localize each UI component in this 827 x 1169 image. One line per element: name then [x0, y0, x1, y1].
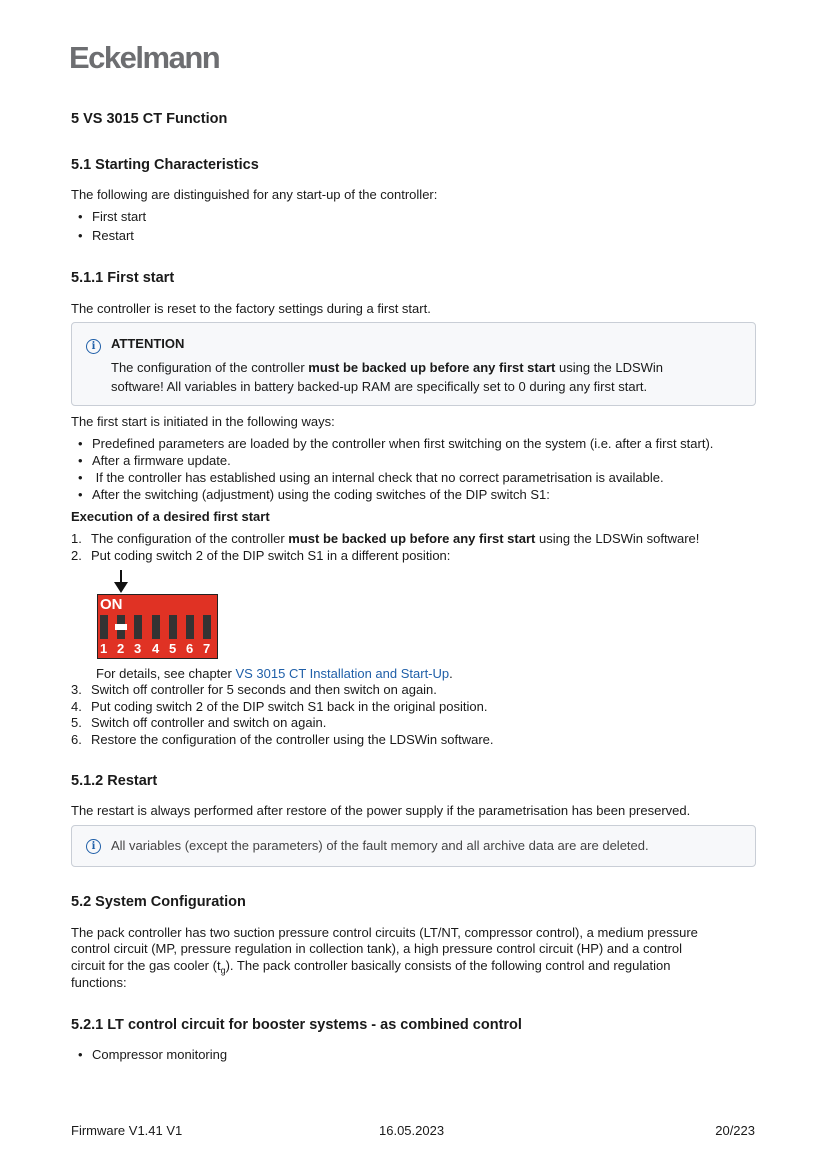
attention-text: The configuration of the controller must be backed up before any first start using the LDSWin	[111, 360, 664, 375]
dip-number: 5	[169, 641, 177, 656]
dip-number: 6	[186, 641, 194, 656]
chapter-link[interactable]: VS 3015 CT Installation and Start-Up	[235, 666, 450, 681]
list-item: • First start	[78, 209, 147, 224]
step-item: 5. Switch off controller and switch on again.	[71, 715, 327, 730]
paragraph: The controller is reset to the factory settings during a first start.	[71, 301, 431, 316]
dip-number: 3	[134, 641, 142, 656]
dip-switch-2	[117, 615, 125, 639]
dip-switch-5	[169, 615, 177, 639]
details-text: For details, see chapter VS 3015 CT Installation and Start-Up.	[96, 666, 453, 681]
dip-switch-7	[203, 615, 211, 639]
list-item: • Compressor monitoring	[78, 1047, 228, 1062]
paragraph-line: circuit for the gas cooler $(t_g)$. The pack controller basically consists of the following control and regulation	[71, 958, 671, 976]
down-arrow-icon	[112, 570, 130, 594]
note-box	[71, 825, 756, 867]
list-item: • Restart	[78, 228, 134, 243]
info-icon: i	[86, 839, 101, 854]
footer-page-number: 20/223	[715, 1123, 755, 1138]
attention-box	[71, 322, 756, 406]
footer-date: 16.05.2023	[379, 1123, 445, 1138]
section-heading: 5.1.2 Restart	[71, 773, 158, 789]
footer-firmware: Firmware V1.41 V1	[71, 1123, 183, 1138]
section-heading: 5.1 Starting Characteristics	[71, 157, 259, 173]
section-heading: 5.2.1 LT control circuit for booster systems - as combined control	[71, 1017, 522, 1033]
eckelmann-logo: Eckelmann	[69, 40, 220, 75]
list-item: • After a firmware update.	[78, 453, 231, 468]
paragraph: The first start is initiated in the following ways:	[71, 414, 335, 429]
attention-label: ATTENTION	[111, 336, 185, 351]
list-item: • If the controller has established using an internal check that no correct parametrisation is available.	[78, 470, 664, 485]
paragraph: The following are distinguished for any start-up of the controller:	[71, 187, 438, 202]
dip-switch-4	[152, 615, 160, 639]
dip-switch-diagram	[97, 594, 218, 659]
paragraph: The restart is always performed after restore of the power supply if the parametrisation has been preserved.	[71, 803, 691, 818]
chapter-heading: 5 VS 3015 CT Function	[71, 111, 228, 127]
step-item: 6. Restore the configuration of the controller using the LDSWin software.	[71, 732, 494, 747]
step-item: 1. The configuration of the controller must be backed up before any first start using the LDSWin software!	[71, 531, 700, 546]
step-item: 3. Switch off controller for 5 seconds and then switch on again.	[71, 682, 437, 697]
step-item: 4. Put coding switch 2 of the DIP switch S1 back in the original position.	[71, 699, 488, 714]
paragraph-line: The pack controller has two suction pressure control circuits (LT/NT, compressor control), a medium pressure	[71, 925, 698, 940]
dip-switch-1	[100, 615, 108, 639]
note-text: All variables (except the parameters) of the fault memory and all archive data are are deleted.	[111, 838, 649, 853]
dip-on-label: ON	[100, 596, 123, 613]
subheading: Execution of a desired first start	[71, 509, 270, 524]
section-heading: 5.2 System Configuration	[71, 894, 246, 910]
info-icon: i	[86, 339, 101, 354]
paragraph-line: functions:	[71, 975, 127, 990]
attention-text: software! All variables in battery backed-up RAM are specifically set to 0 during any first start.	[111, 379, 648, 394]
list-item: • After the switching (adjustment) using the coding switches of the DIP switch S1:	[78, 487, 550, 502]
dip-number: 7	[203, 641, 211, 656]
section-heading: 5.1.1 First start	[71, 270, 175, 286]
list-item: • Predefined parameters are loaded by the controller when first switching on the system (i.e. after a first start).	[78, 436, 714, 451]
step-item: 2. Put coding switch 2 of the DIP switch S1 in a different position:	[71, 548, 451, 563]
dip-switch-6	[186, 615, 194, 639]
paragraph-line: control circuit (MP, pressure regulation in collection tank), a high pressure control circuit (HP) and a control	[71, 941, 683, 956]
dip-number: 2	[117, 641, 125, 656]
dip-switch-3	[134, 615, 142, 639]
dip-number: 1	[100, 641, 108, 656]
dip-number: 4	[152, 641, 160, 656]
